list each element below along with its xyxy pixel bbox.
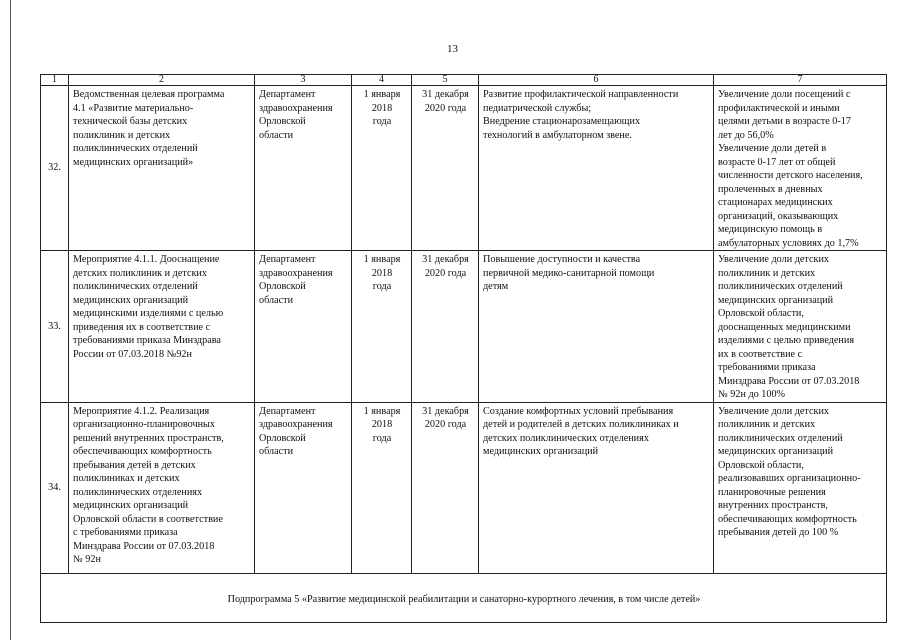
row-number: 33. — [41, 251, 69, 403]
table-row — [41, 251, 887, 403]
main-directions: Повышение доступности и качества первичной медико-санитарной помощи детям — [483, 254, 655, 292]
executor: Департамент здравоохранения Орловской области — [259, 254, 333, 306]
executor: Департамент здравоохранения Орловской области — [259, 405, 333, 457]
column-number: 3 — [255, 75, 352, 86]
column-number: 5 — [412, 75, 479, 86]
start-date: 1 января 2018 года — [363, 405, 401, 444]
expected-result: Увеличение доли посещений с профилактической и иными целями детьми в возрасте 0-17 лет до 56,0% Увеличение доли детей в возрасте 0-17 лет от общей численности детского населения, пролеченных в дневных стационарах медицинских организаций, оказывающих медицинскую помощь в амбулаторных условиях до 1,7% — [718, 89, 863, 249]
column-number: 4 — [352, 75, 412, 86]
start-date: 1 января 2018 года — [363, 89, 401, 127]
start-date: 1 января 2018 года — [363, 254, 401, 292]
main-directions: Создание комфортных условий пребывания детей и родителей в детских поликлиниках и детских поликлинических отделениях медицинских организаций — [483, 405, 679, 457]
table-row — [41, 86, 887, 251]
column-number-row — [41, 75, 887, 86]
main-directions: Развитие профилактической направленности педиатрической службы; Внедрение стационарозамещающих технологий в амбулаторном звене. — [483, 89, 679, 141]
end-date: 31 декабря 2020 года — [422, 405, 469, 430]
column-number: 2 — [69, 75, 255, 86]
column-number: 1 — [41, 75, 69, 86]
program-table — [40, 74, 887, 623]
column-number: 6 — [479, 75, 714, 86]
executor: Департамент здравоохранения Орловской области — [259, 89, 333, 141]
row-number: 32. — [41, 86, 69, 251]
subprogram-row — [41, 573, 887, 622]
measure-name: Мероприятие 4.1.1. Дооснащение детских поликлиник и детских поликлинических отделений медицинских организаций медицинскими изделиями с целью приведения их в соответствие с требованиями приказа Минздрава России от 07.03.2018 №92н — [73, 254, 224, 360]
measure-name: Мероприятие 4.1.2. Реализация организационно-планировочных решений внутренних пространств, обеспечивающих комфортность пребывания детей в детских поликлиниках и детских поликлинических отделениях медицинских организаций Орловской области в соответствие с требованиями приказа Минздрава России от 07.03.2018 № 92н — [73, 405, 224, 565]
page-edge-line — [10, 0, 11, 640]
expected-result: Увеличение доли детских поликлиник и детских поликлинических отделений медицинских организаций Орловской области, реализовавших организационно- планировочные решения внутренних пространств, обеспечивающих комфортность пребывания детей до 100 % — [718, 405, 861, 538]
row-number: 34. — [41, 402, 69, 573]
measure-name: Ведомственная целевая программа 4.1 «Развитие материально- технической базы детских поликлиник и детских поликлинических отделений медицинских организаций» — [73, 89, 225, 168]
page-number: 13 — [447, 43, 458, 55]
expected-result: Увеличение доли детских поликлиник и детских поликлинических отделений медицинских организаций Орловской области, дооснащенных медицинскими изделиями с целью приведения их в соответствие с требованиями приказа Минздрава России от 07.03.2018 № 92н до 100% — [718, 254, 860, 400]
table-row — [41, 402, 887, 573]
end-date: 31 декабря 2020 года — [422, 89, 469, 114]
subprogram-title: Подпрограмма 5 «Развитие медицинской реабилитации и санаторно-курортного лечения, в том числе детей» — [41, 573, 887, 622]
column-number: 7 — [714, 75, 887, 86]
end-date: 31 декабря 2020 года — [422, 254, 469, 279]
